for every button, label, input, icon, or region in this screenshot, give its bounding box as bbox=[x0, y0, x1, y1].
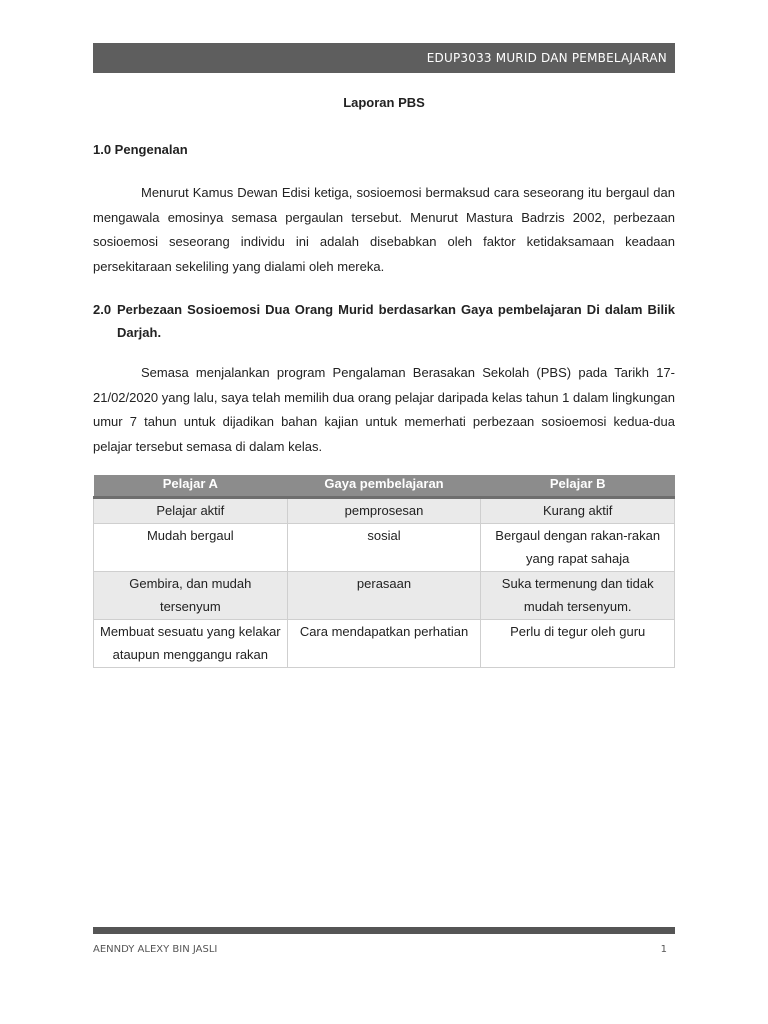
table-header-row bbox=[94, 475, 675, 498]
document-title: Laporan PBS bbox=[343, 95, 425, 110]
section-2-number: 2.0 bbox=[93, 302, 112, 317]
header-gaya-pembelajaran: Gaya pembelajaran bbox=[287, 475, 481, 498]
table-cell: Perlu di tegur oleh guru bbox=[481, 619, 675, 667]
footer-bar bbox=[93, 927, 675, 934]
header-course-title: EDUP3033 MURID DAN PEMBELAJARAN bbox=[426, 51, 667, 65]
table-row bbox=[94, 498, 675, 524]
table-cell: pemprosesan bbox=[287, 498, 481, 524]
section-2-paragraph: Semasa menjalankan program Pengalaman Berasakan Sekolah (PBS) pada Tarikh 17-21/02/2020 yang lalu, saya telah memilih dua orang pelajar daripada kelas tahun 1 dalam lingkungan umur 7 tahun untuk dijadikan bahan kajian untuk memerhati perbezaan sosioemosi kedua-dua pelajar tersebut semasa di dalam kelas. bbox=[93, 365, 675, 454]
section-2-heading bbox=[93, 298, 675, 344]
section-2-heading-text: Perbezaan Sosioemosi Dua Orang Murid berdasarkan Gaya pembelajaran Di dalam Bilik Darjah. bbox=[117, 302, 675, 340]
page-number: 1 bbox=[660, 944, 667, 955]
footer-author: AENNDY ALEXY BIN JASLI bbox=[93, 944, 218, 955]
header-pelajar-b: Pelajar B bbox=[481, 475, 675, 498]
table-row bbox=[94, 523, 675, 571]
header-pelajar-a: Pelajar A bbox=[94, 475, 288, 498]
comparison-table bbox=[93, 475, 675, 668]
section-1-heading: 1.0 Pengenalan bbox=[93, 142, 188, 157]
table-cell: Membuat sesuatu yang kelakar ataupun menggangu rakan bbox=[94, 619, 288, 667]
table-cell: Bergaul dengan rakan-rakan yang rapat sahaja bbox=[481, 523, 675, 571]
table-cell: Cara mendapatkan perhatian bbox=[287, 619, 481, 667]
table-cell: sosial bbox=[287, 523, 481, 571]
table-cell: perasaan bbox=[287, 571, 481, 619]
table-cell: Kurang aktif bbox=[481, 498, 675, 524]
section-1-paragraph: Menurut Kamus Dewan Edisi ketiga, sosioemosi bermaksud cara seseorang itu bergaul dan mengawala emosinya semasa pergaulan tersebut. Menurut Mastura Badrzis 2002, perbezaan sosioemosi seseorang individu ini adalah disebabkan oleh faktor ketidaksamaan keadaan persekitaraan sekeliling yang dialami oleh mereka. bbox=[93, 185, 675, 274]
table-cell: Gembira, dan mudah tersenyum bbox=[94, 571, 288, 619]
table-cell: Mudah bergaul bbox=[94, 523, 288, 571]
table-cell: Pelajar aktif bbox=[94, 498, 288, 524]
header-bar bbox=[93, 43, 675, 73]
table-row bbox=[94, 571, 675, 619]
table-row bbox=[94, 619, 675, 667]
table-cell: Suka termenung dan tidak mudah tersenyum. bbox=[481, 571, 675, 619]
